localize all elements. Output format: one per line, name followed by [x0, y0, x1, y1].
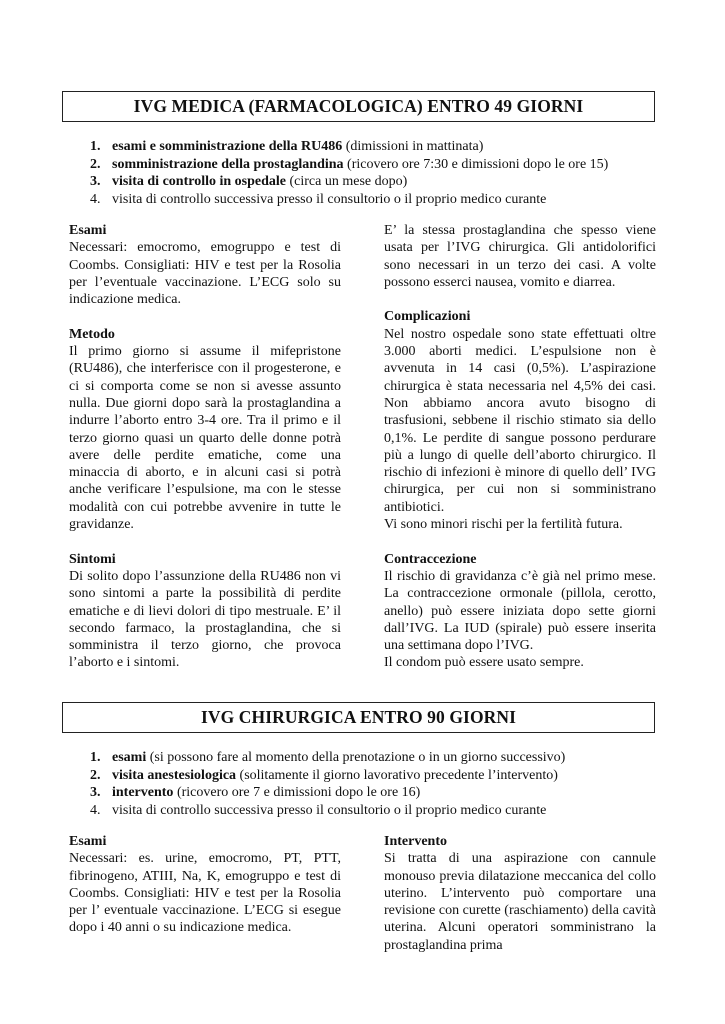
step-number: 1. [90, 139, 101, 154]
complicazioni-text-2: Vi sono minori rischi per la fertilità futura. [384, 517, 623, 533]
esami-block [69, 222, 341, 308]
right-column [384, 833, 656, 971]
complicazioni-text: Nel nostro ospedale sono state effettuati oltre 3.000 aborti medici. L’espulsione non è avvenuta in 14 casi (0,5%). L’aspirazione chirurgica è stata necessaria nel 4,5% dei casi. Non abbiamo ancora avuto bisogno di trasfusioni, sebbene il rischio stimato sia dello 0,1%. Le perdite di sangue possono perdurare più a lungo di quelle dell’aborto chirurgico. Il rischio di infezioni è minore di quello dell’ IVG chirurgica, per cui non si somministrano antibiotici. [384, 326, 656, 515]
contraccezione-text-2: Il condom può essere usato sempre. [384, 655, 584, 671]
contraccezione-heading: Contraccezione [384, 551, 477, 567]
metodo-text: Il primo giorno si assume il mifepristone (RU486), che interferisce con il progesterone, e ci si comporta come se non si avesse assunto nulla. Due giorni dopo sarà la prostaglandina a indurre l’aborto entro 3-4 ore. Tra il primo e il terzo giorno quasi un quarto delle donne potrà avere delle perdite ematiche, come una minaccia di aborto, e in alcuni casi si potrà anche verificare l’espulsione, ma con le stesse modalità con cui potrebbe avvenire in tutte le gravidanze. [69, 344, 341, 533]
section-title: IVG MEDICA (FARMACOLOGICA) ENTRO 49 GIORNI [62, 91, 655, 122]
step-number: 1. [90, 750, 101, 765]
sintomi-heading: Sintomi [69, 551, 116, 567]
esami-text: Necessari: emocromo, emogruppo e test di Coombs. Consigliati: HIV e test per la Rosolia per l’eventuale vaccinazione. L’ECG solo su indicazione medica. [69, 240, 341, 308]
step-bold: esami [112, 750, 147, 765]
step-rest: (circa un mese dopo) [285, 174, 408, 189]
step-rest: (dimissioni in mattinata) [342, 139, 484, 154]
step-number: 2. [90, 156, 101, 172]
esami-heading: Esami [69, 223, 107, 238]
step-rest: visita di controllo successiva presso il consultorio o il proprio medico curante [112, 802, 547, 818]
complicazioni-heading: Complicazioni [384, 309, 471, 325]
esami-text: Necessari: es. urine, emocromo, PT, PTT, fibrinogeno, ATIII, Na, K, emogruppo e test di Coombs. Consigliati: HIV e test per la Rosolia per l’ eventuale vaccinazione. L’ECG si esegue dopo i 40 anni o su indicazione medica. [69, 851, 341, 936]
sintomi-continued-text: E’ la stessa prostaglandina che spesso viene usata per l’IVG chirurgica. Gli antidolorifici sono necessari in un terzo dei casi. A volte possono esserci nausea, vomito e diarrea. [384, 223, 656, 290]
step-rest: (ricovero ore 7:30 e dimissioni dopo le ore 15) [343, 156, 609, 172]
contraccezione-block [384, 551, 656, 672]
sintomi-continued-block [384, 222, 656, 291]
step-bold: somministrazione della prostaglandina [112, 156, 344, 172]
step-bold: visita di controllo in ospedale [112, 174, 286, 189]
right-column [384, 222, 656, 689]
step-number: 3. [90, 785, 101, 800]
intervento-text: Si tratta di una aspirazione con cannule monouso previa dilatazione meccanica del collo uterino. L’intervento può comportare una revisione con curette (raschiamento) della cavità uterina. Alcuni operatori somministrano la prostaglandina prima [384, 851, 656, 953]
step-rest: (ricovero ore 7 e dimissioni dopo le ore 16) [173, 785, 421, 800]
step-rest: (solitamente il giorno lavorativo precedente l’intervento) [236, 767, 558, 783]
complicazioni-block [384, 308, 656, 533]
intervento-heading: Intervento [384, 834, 447, 849]
step-bold: esami e somministrazione della RU486 [112, 139, 343, 154]
list-item [90, 191, 725, 209]
left-column [69, 833, 341, 954]
esami-heading: Esami [69, 834, 107, 849]
metodo-heading: Metodo [69, 326, 115, 342]
list-item [90, 767, 725, 785]
section-title: IVG CHIRURGICA ENTRO 90 GIORNI [62, 702, 655, 733]
metodo-block [69, 326, 341, 534]
step-bold: intervento [112, 785, 174, 800]
contraccezione-text: Il rischio di gravidanza c’è già nel primo mese. La contraccezione ormonale (pillola, cerotto, anello) può essere iniziata dopo sette giorni dall’IVG. La IUD (spirale) può essere inserita una settimana dopo l’IVG. [384, 568, 656, 654]
steps-list [90, 749, 725, 819]
step-bold: visita anestesiologica [112, 767, 237, 783]
list-item [90, 138, 725, 156]
step-number: 3. [90, 174, 101, 189]
list-item [90, 156, 725, 174]
section-ivg-medica [0, 91, 725, 671]
sintomi-block [69, 551, 341, 672]
list-item [90, 173, 725, 191]
steps-list [90, 138, 725, 208]
step-number: 2. [90, 767, 101, 783]
list-item [90, 784, 725, 802]
left-column [69, 222, 341, 689]
step-number: 4. [90, 802, 101, 818]
esami-block [69, 833, 341, 937]
intervento-block [384, 833, 656, 954]
section-ivg-chirurgica [0, 702, 725, 953]
step-number: 4. [90, 191, 101, 207]
list-item [90, 802, 725, 820]
list-item [90, 749, 725, 767]
sintomi-text: Di solito dopo l’assunzione della RU486 non vi sono sintomi a parte la possibilità di perdite ematiche e di lievi dolori di tipo mestruale. E’ il secondo farmaco, la prostaglandina, che si somministra il terzo giorno, che provoca l’aborto e i sintomi. [69, 568, 341, 671]
step-rest: visita di controllo successiva presso il consultorio o il proprio medico curante [112, 191, 547, 207]
step-rest: (si possono fare al momento della prenotazione o in un giorno successivo) [146, 750, 566, 765]
